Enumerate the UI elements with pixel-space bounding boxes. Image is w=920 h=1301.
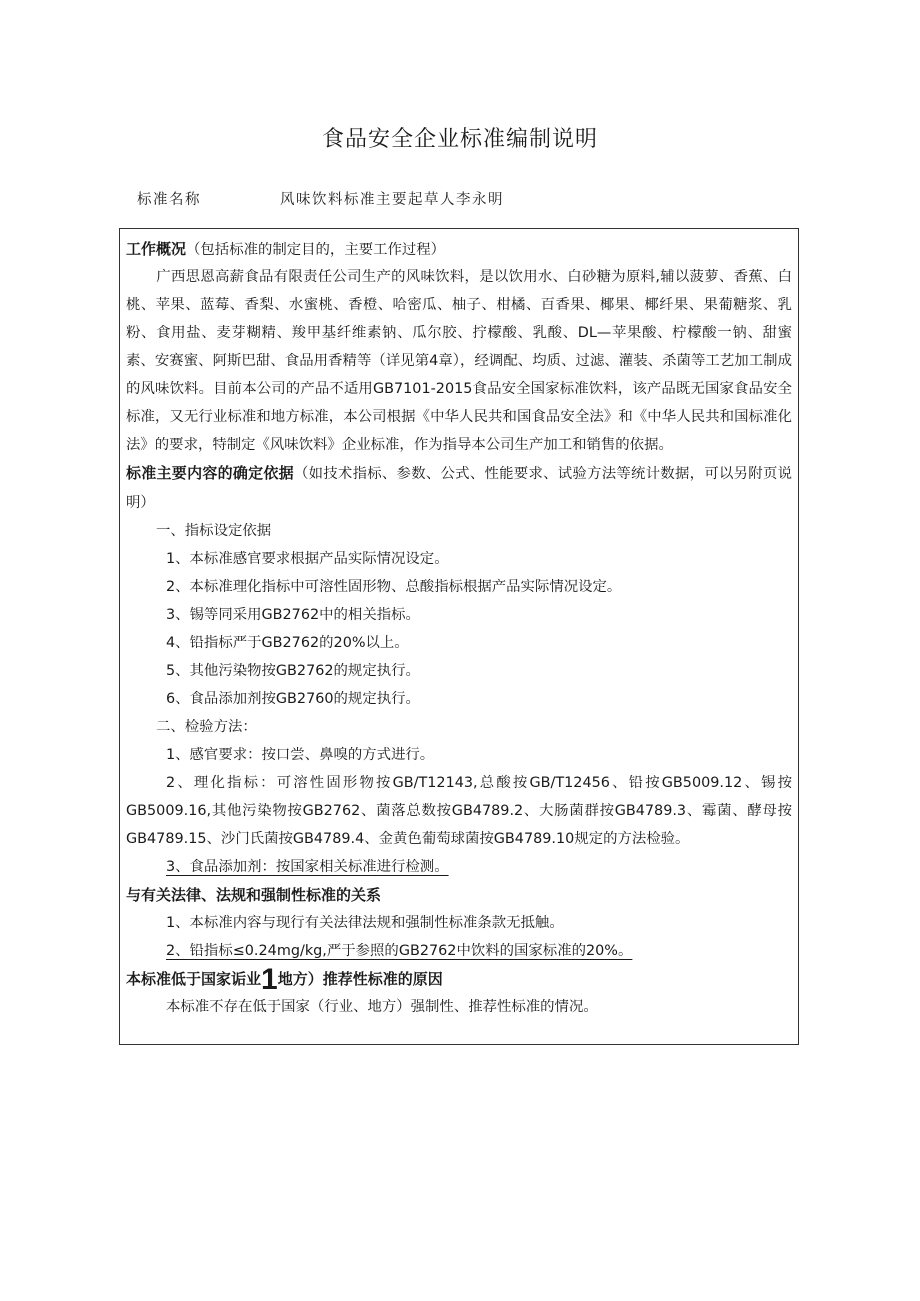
method-item-additives: 3、食品添加剂：按国家相关标准进行检测。 (166, 859, 449, 875)
work-overview-paragraph: 广西思恩高薪食品有限责任公司生产的风味饮料，是以饮用水、白砂糖为原料,辅以菠萝、香蕉、白桃、苹果、蓝莓、香梨、水蜜桃、香橙、哈密瓜、柚子、柑橘、百香果、椰果、椰纤果、果葡糖浆、乳粉、食用盐、麦芽糊精、羧甲基纤维素钠、瓜尔胶、拧檬酸、乳酸、DL—苹果酸、柠檬酸一钠、甜蜜素、安赛蜜、阿斯巴甜、食品用香精等（详见第4章），经调配、均质、过滤、灌装、杀菌等工艺加工制成的风味饮料。目前本公司的产品不适用GB7101-2015食品安全国家标准饮料，该产品既无国家食品安全标准，又无行业标准和地方标准，本公司根据《中华人民共和国食品安全法》和《中华人民共和国标准化法》的要求，特制定《风味饮料》企业标准，作为指导本公司生产加工和销售的依据。 (126, 269, 792, 453)
law-relation-item: 1、本标准内容与现行有关法律法规和强制性标准条款无抵触。 (166, 915, 564, 931)
basis-item: 3、锡等同采用GB2762中的相关指标。 (166, 607, 420, 623)
basis-subheading-2: 二、检验方法： (156, 719, 257, 735)
basis-subheading-1: 一、指标设定依据 (156, 523, 272, 539)
section-basis-heading: 标准主要内容的确定依据（如技术指标、参数、公式、性能要求、试验方法等统计数据，可以另附页说明） (126, 464, 792, 511)
basis-item: 4、铅指标严于GB2762的20%以上。 (166, 635, 409, 651)
basis-item: 6、食品添加剂按GB2760的规定执行。 (166, 691, 420, 707)
section-lower-standard-heading: 本标准低于国家诟业1地方）推荐性标准的原因 (126, 963, 443, 996)
method-item-physicochemical: 2、理化指标：可溶性固形物按GB/T12143,总酸按GB/T12456、铅按GB5009.12、锡按GB5009.16,其他污染物按GB2762、菌落总数按GB4789.2、大肠菌群按GB4789.3、霉菌、酵母按GB4789.15、沙门氏菌按GB4789.4、金黄色葡萄球菌按GB4789.10规定的方法检验。 (126, 775, 792, 847)
lower-standard-text: 本标准不存在低于国家（行业、地方）强制性、推荐性标准的情况。 (166, 999, 598, 1015)
standard-name-value: 风味饮料标准主要起草人李永明 (280, 192, 504, 208)
law-relation-item: 2、铅指标≤0.24mg/kg,严于参照的GB2762中饮料的国家标准的20%。 (166, 943, 633, 959)
method-item-sensory: 1、感官要求：按口尝、鼻嗅的方式进行。 (166, 747, 435, 763)
section-law-relation-heading: 与有关法律、法规和强制性标准的关系 (126, 886, 382, 904)
content-table (119, 228, 799, 1045)
basis-item: 2、本标准理化指标中可溶性固形物、总酸指标根据产品实际情况设定。 (166, 579, 622, 595)
basis-item: 5、其他污染物按GB2762的规定执行。 (166, 663, 420, 679)
standard-meta (137, 188, 504, 209)
basis-item: 1、本标准感官要求根据产品实际情况设定。 (166, 551, 449, 567)
section-work-overview-heading: 工作概况（包括标准的制定目的，主要工作过程） (126, 240, 446, 258)
standard-name-label: 标准名称 (137, 192, 201, 208)
document-title: 食品安全企业标准编制说明 (321, 127, 598, 152)
